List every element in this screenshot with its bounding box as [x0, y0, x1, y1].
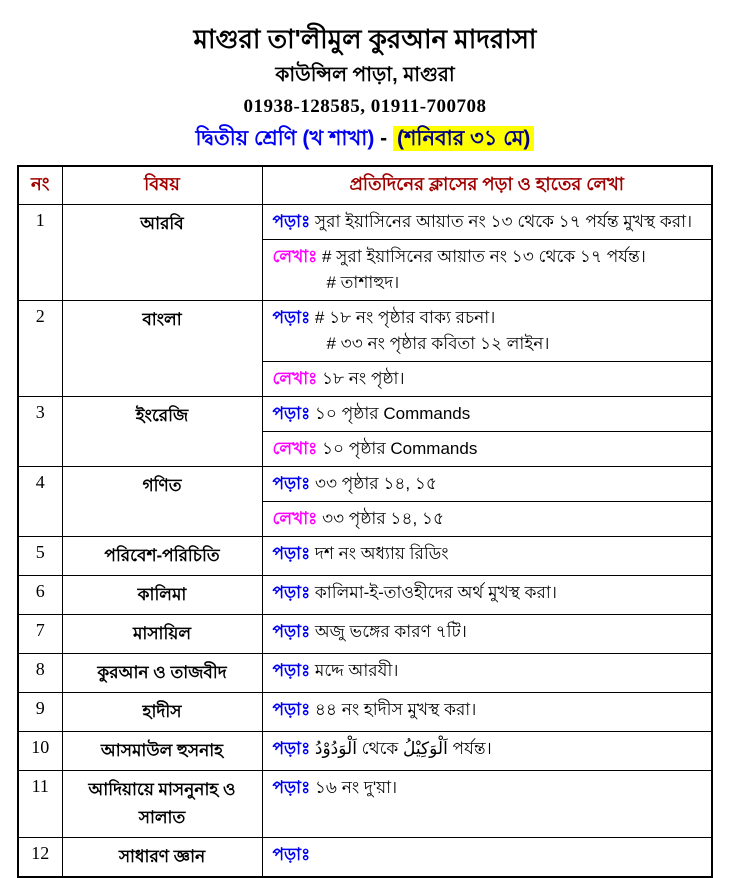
pora-line — [273, 697, 706, 723]
pora-text: দশ নং অধ্যায় রিডিং — [314, 543, 449, 563]
row-number: 7 — [18, 614, 62, 653]
col-header-lesson: প্রতিদিনের ক্লাসের পড়া ও হাতের লেখা — [262, 166, 712, 204]
school-name: মাগুরা তা'লীমুল কুরআন মাদরাসা — [193, 24, 537, 54]
date-highlight: (শনিবার ৩১ মে) — [393, 126, 534, 151]
pora-label: পড়াঃ — [272, 307, 311, 327]
pora-text: মদ্দে আরযী। — [314, 660, 399, 680]
table-row — [18, 653, 712, 692]
lekha-line — [273, 366, 706, 392]
row-number: 1 — [18, 204, 62, 300]
table-row — [18, 770, 712, 837]
subject-cell: মাসায়িল — [62, 614, 262, 653]
table-row — [18, 300, 712, 361]
row-number: 9 — [18, 692, 62, 731]
subject-cell: আরবি — [62, 204, 262, 300]
lekha-label: লেখাঃ — [272, 438, 318, 458]
lekha-text: ৩৩ পৃষ্ঠার ১৪, ১৫ — [321, 508, 444, 528]
lekha-cell — [262, 501, 712, 536]
col-header-no: নং — [18, 166, 62, 204]
table-row — [18, 731, 712, 770]
pora-label: পড়াঃ — [272, 621, 311, 641]
lekha-cell — [262, 239, 712, 300]
pora-line — [273, 736, 706, 762]
pora-line — [273, 401, 706, 427]
col-header-subject: বিষয় — [62, 166, 262, 204]
school-address: কাউন্সিল পাড়া, মাগুরা — [275, 64, 455, 86]
lekha-text: ১৮ নং পৃষ্ঠা। — [321, 368, 405, 388]
pora-label: পড়াঃ — [272, 473, 311, 493]
pora-cell — [262, 466, 712, 501]
pora-text: ৪৪ নং হাদীস মুখস্থ করা। — [314, 699, 477, 719]
pora-cell — [262, 770, 712, 837]
class-date-line — [0, 125, 730, 153]
lekha-text: ১০ পৃষ্ঠার Commands — [321, 438, 478, 458]
pora-text: কালিমা-ই-তাওহীদের অর্থ মুখস্থ করা। — [314, 582, 557, 602]
pora-cell — [262, 731, 712, 770]
pora-line — [273, 580, 706, 606]
pora-text: ১০ পৃষ্ঠার Commands — [314, 403, 471, 423]
lekha-line — [273, 244, 706, 270]
lekha-text: # তাশাহুদ। — [326, 272, 400, 292]
pora-cell — [262, 396, 712, 431]
subject-cell: আসমাউল হুসনাহ — [62, 731, 262, 770]
pora-label: পড়াঃ — [272, 660, 311, 680]
pora-label: পড়াঃ — [272, 211, 311, 231]
pora-text: # ১৮ নং পৃষ্ঠার বাক্য রচনা। — [314, 307, 496, 327]
table-row — [18, 837, 712, 877]
row-number: 8 — [18, 653, 62, 692]
lekha-cell — [262, 431, 712, 466]
subject-cell: কুরআন ও তাজবীদ — [62, 653, 262, 692]
pora-text: সুরা ইয়াসিনের আয়াত নং ১৩ থেকে ১৭ পর্যন্ত মুখস্থ করা। — [314, 211, 693, 231]
lekha-text: # সুরা ইয়াসিনের আয়াত নং ১৩ থেকে ১৭ পর্যন্ত। — [321, 246, 646, 266]
separator-dash: - — [374, 127, 394, 150]
subject-cell: সাধারণ জ্ঞান — [62, 837, 262, 877]
pora-line — [273, 541, 706, 567]
pora-label: পড়াঃ — [272, 582, 311, 602]
pora-cell — [262, 575, 712, 614]
pora-cell — [262, 536, 712, 575]
row-number: 2 — [18, 300, 62, 396]
lekha-label: লেখাঃ — [272, 508, 318, 528]
pora-label: পড়াঃ — [272, 738, 311, 758]
subject-cell: হাদীস — [62, 692, 262, 731]
pora-text: اَلْوَدُوْدُ থেকে اَلْوَكِيْلُ পর্যন্ত। — [314, 738, 492, 758]
table-header-row — [18, 166, 712, 204]
pora-cell — [262, 692, 712, 731]
pora-line — [273, 658, 706, 684]
pora-line — [273, 471, 706, 497]
pora-text: ১৬ নং দু'য়া। — [314, 777, 398, 797]
pora-text: # ৩৩ নং পৃষ্ঠার কবিতা ১২ লাইন। — [326, 333, 550, 353]
pora-text: ৩৩ পৃষ্ঠার ১৪, ১৫ — [314, 473, 437, 493]
row-number: 10 — [18, 731, 62, 770]
subject-cell: আদিয়ায়ে মাসনুনাহ ও সালাত — [62, 770, 262, 837]
table-row — [18, 204, 712, 239]
row-number: 12 — [18, 837, 62, 877]
pora-label: পড়াঃ — [272, 403, 311, 423]
lekha-label: লেখাঃ — [272, 246, 318, 266]
pora-line — [273, 619, 706, 645]
row-number: 11 — [18, 770, 62, 837]
phone-numbers: 01938-128585, 01911-700708 — [243, 96, 487, 117]
pora-line — [273, 775, 706, 801]
table-row — [18, 692, 712, 731]
subject-cell: ইংরেজি — [62, 396, 262, 466]
table-row — [18, 466, 712, 501]
pora-label: পড়াঃ — [272, 777, 311, 797]
subject-cell: গণিত — [62, 466, 262, 536]
pora-text: অজু ভঙ্গের কারণ ৭টি। — [314, 621, 467, 641]
pora-line — [273, 305, 706, 331]
subject-cell: কালিমা — [62, 575, 262, 614]
lekha-line — [273, 506, 706, 532]
table-row — [18, 396, 712, 431]
pora-cell — [262, 300, 712, 361]
pora-label: পড়াঃ — [272, 543, 311, 563]
pora-cell — [262, 614, 712, 653]
pora-line — [273, 331, 706, 357]
pora-line — [273, 209, 706, 235]
pora-cell — [262, 837, 712, 877]
lekha-line — [273, 436, 706, 462]
lekha-label: লেখাঃ — [272, 368, 318, 388]
row-number: 3 — [18, 396, 62, 466]
table-row — [18, 575, 712, 614]
class-section-label: দ্বিতীয় শ্রেণি (খ শাখা) — [195, 127, 375, 150]
row-number: 4 — [18, 466, 62, 536]
pora-label: পড়াঃ — [272, 699, 311, 719]
subject-cell: বাংলা — [62, 300, 262, 396]
table-row — [18, 614, 712, 653]
table-row — [18, 536, 712, 575]
pora-label: পড়াঃ — [272, 844, 311, 864]
pora-cell — [262, 653, 712, 692]
lekha-line — [273, 270, 706, 296]
row-number: 5 — [18, 536, 62, 575]
subject-cell: পরিবেশ-পরিচিতি — [62, 536, 262, 575]
lekha-cell — [262, 361, 712, 396]
pora-line — [273, 842, 706, 868]
row-number: 6 — [18, 575, 62, 614]
pora-cell — [262, 204, 712, 239]
lesson-table — [17, 165, 713, 878]
